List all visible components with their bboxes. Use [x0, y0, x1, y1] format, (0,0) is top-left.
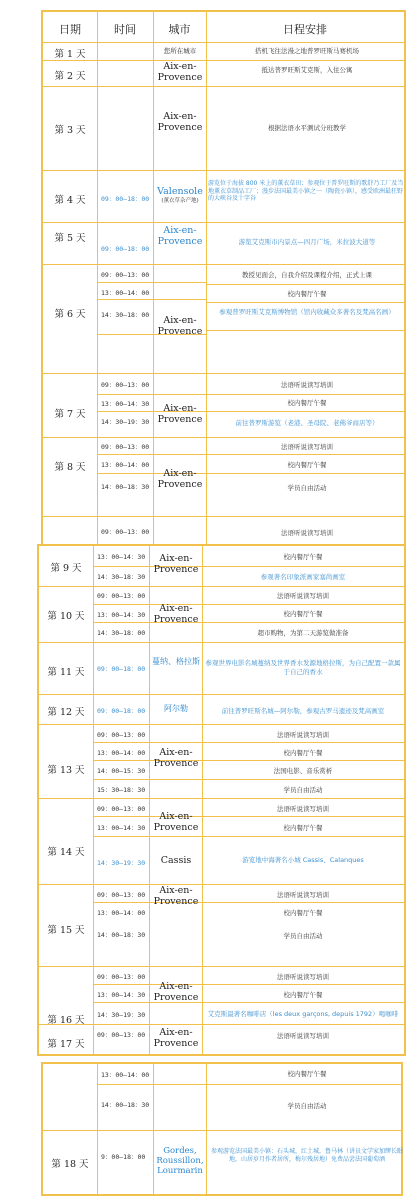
city-cell: Aix-en-Provence	[157, 315, 203, 337]
time-cell: 14：30—19：30	[97, 1011, 146, 1019]
city-cell: 蔓纳、格拉斯	[152, 657, 200, 666]
time-cell: 13：00—14：00	[101, 461, 150, 469]
time-cell: 14：30—18：00	[101, 311, 150, 319]
time-cell: 13：00—14：30	[101, 400, 150, 408]
time-cell: 09：00—13：00	[101, 271, 150, 279]
activity-cell: 搭机飞往法漫之地普罗旺斯马赛机场	[255, 47, 359, 55]
time-cell: 09：00—18：00	[101, 195, 150, 203]
activity-cell: 抵达普罗旺斯艾克斯，入住公寓	[261, 66, 353, 74]
time-cell: 14：30—19：30	[101, 418, 150, 426]
city-cell: Aix-en-Provence	[157, 403, 203, 425]
city-name: Valensole	[157, 186, 203, 197]
time-cell: 13：00—14：30	[97, 824, 146, 832]
activity-cell: 校内餐厅午餐	[287, 1070, 327, 1078]
time-cell: 09：00—18：00	[101, 245, 150, 253]
day-label: 第 9 天	[50, 563, 82, 574]
day-label: 第 17 天	[47, 1039, 85, 1050]
day-label: 第 16 天	[47, 1015, 85, 1026]
activity-cell: 校内餐厅午餐	[287, 290, 327, 298]
activity-cell: 校内餐厅午餐	[283, 610, 323, 618]
activity-cell: 校内餐厅午餐	[283, 824, 323, 832]
time-cell: 09：00—13：00	[101, 528, 150, 536]
activity-cell: 法语听说读写培训	[281, 381, 333, 389]
day-label: 第 12 天	[47, 707, 85, 718]
activity-cell: 游览地中海著名小城 Cassis、Calanques	[242, 856, 364, 864]
time-cell: 13：00—14：30	[97, 553, 146, 561]
activity-cell: 法语听说读写培训	[281, 529, 333, 537]
activity-cell: 法语听说读写培训	[277, 973, 329, 981]
header-date: 日期	[59, 23, 81, 36]
time-cell: 13：00—14：00	[97, 749, 146, 757]
time-cell: 09：00—13：00	[97, 592, 146, 600]
day-label: 第 8 天	[54, 462, 86, 473]
city-cell: Aix-en-Provence	[153, 981, 199, 1003]
day-label: 第 3 天	[54, 125, 86, 136]
city-cell: Aix-en-Provence	[153, 1027, 199, 1049]
activity-cell: 法语听说读写培训	[277, 1032, 329, 1040]
activity-cell: 超市购物，为第二天游览做准备	[257, 629, 349, 637]
city-cell: Cassis	[160, 855, 192, 866]
activity-cell: 学员自由活动	[283, 786, 323, 794]
activity-cell: 校内餐厅午餐	[287, 461, 327, 469]
day-label: 第 11 天	[47, 667, 85, 678]
time-cell: 14：00—15：30	[97, 767, 146, 775]
activity-cell: 法语听说读写培训	[281, 443, 333, 451]
city-cell: Aix-en-Provence	[153, 811, 199, 833]
city-cell: Aix-en-Provence	[153, 553, 199, 575]
schedule-table-part-1	[41, 10, 406, 546]
activity-cell: 教授见面会，自我介绍及课程介绍，正式上课	[242, 271, 372, 279]
time-cell: 13：00—14：30	[97, 611, 146, 619]
activity-cell: 法语听说读写培训	[277, 731, 329, 739]
activity-cell: 法语听说读写培训	[277, 592, 329, 600]
city-cell: Aix-en-Provence	[157, 225, 203, 247]
city-cell: Gordes, Roussillon, Lourmarin	[156, 1146, 204, 1176]
activity-cell: 校内餐厅午餐	[283, 991, 323, 999]
header-schedule: 日程安排	[283, 23, 327, 36]
time-cell: 14：00—18：30	[97, 931, 146, 939]
time-cell: 09：00—13：00	[97, 1031, 146, 1039]
time-cell: 9：00—18：00	[101, 1153, 146, 1161]
day-label: 第 1 天	[54, 49, 86, 60]
time-cell: 09：00—13：00	[97, 805, 146, 813]
day-label: 第 10 天	[47, 611, 85, 622]
time-cell: 14：30—18：30	[97, 573, 146, 581]
time-cell: 14：00—18：30	[101, 483, 150, 491]
time-cell: 09：00—13：00	[97, 973, 146, 981]
day-label: 第 5 天	[54, 233, 86, 244]
day-label: 第 14 天	[47, 847, 85, 858]
header-city: 城市	[168, 23, 191, 36]
city-cell: Aix-en-Provence	[153, 885, 199, 907]
activity-cell: 前往普罗旺斯名城—阿尔勒，参观古罗马遗迹及梵高画室	[221, 707, 385, 715]
schedule-table-part-3	[41, 1062, 403, 1196]
activity-cell: 学员自由活动	[283, 932, 323, 940]
time-cell: 09：00—13：00	[101, 443, 150, 451]
city-cell: Aix-en-Provence	[157, 61, 203, 83]
day-label: 第 13 天	[47, 765, 85, 776]
time-cell: 13：00—14：00	[97, 909, 146, 917]
city-cell: 您所在城市	[163, 47, 197, 55]
activity-cell: 校内餐厅午餐	[287, 399, 327, 407]
activity-cell: 法语听说读写培训	[277, 805, 329, 813]
activity-cell: 校内餐厅午餐	[283, 909, 323, 917]
activity-cell: 游览位于海拔 800 米上的薰衣草田；参观位于普罗旺斯的歌舒乃工厂及当地薰衣草制品工厂；漫步法国最美小镇之一（陶瓷小镇），感受欧洲最狂野的大峡谷及十字谷	[208, 180, 404, 202]
day-label: 第 7 天	[54, 409, 86, 420]
activity-cell: 根据法语水平测试分班教学	[268, 124, 346, 132]
city-note: (薰衣草杂产地)	[161, 197, 199, 204]
time-cell: 14：30—19：30	[97, 859, 146, 867]
time-cell: 15：30—18：30	[97, 786, 146, 794]
day-label: 第 15 天	[47, 925, 85, 936]
time-cell: 13：00—14：00	[101, 289, 150, 297]
activity-cell: 前往普罗斯游览（老港、圣母院、老佛爷商店等）	[235, 419, 379, 427]
activity-cell: 校内餐厅午餐	[283, 749, 323, 757]
activity-cell: 学员自由活动	[287, 1102, 327, 1110]
schedule-table-part-2	[37, 544, 406, 1056]
city-cell: Aix-en-Provence	[157, 111, 203, 133]
header-time: 时间	[114, 23, 136, 36]
activity-cell: 参观普罗旺斯艾克斯博物馆（馆内收藏众多著名及梵高名画）	[219, 308, 395, 316]
city-cell: 阿尔勒	[164, 704, 188, 713]
activity-cell: 参观世界电影名城蔓纳及世界香水发源地格拉斯，为自己配置一款属于自己的香水	[205, 659, 401, 676]
activity-cell: 法语听说读写培训	[277, 891, 329, 899]
activity-cell: 参观著名印象派画家塞尚画室	[260, 573, 346, 581]
activity-cell: 游览艾克斯市内景点—四月广场，米拉波大道等	[238, 238, 376, 246]
time-cell: 09：00—13：00	[101, 381, 150, 389]
time-cell: 14：00—18：30	[101, 1101, 150, 1109]
time-cell: 09：00—18：00	[97, 707, 146, 715]
city-cell: Aix-en-Provence	[153, 603, 199, 625]
city-cell	[155, 187, 205, 205]
day-label: 第 2 天	[54, 71, 86, 82]
activity-cell: 学员自由活动	[287, 484, 327, 492]
time-cell: 13：00—14：30	[97, 991, 146, 999]
day-label: 第 6 天	[54, 309, 86, 320]
day-label: 第 18 天	[51, 1159, 89, 1170]
city-cell: Aix-en-Provence	[157, 468, 203, 490]
time-cell: 09：00—13：00	[97, 891, 146, 899]
activity-cell: 校内餐厅午餐	[283, 553, 323, 561]
activity-cell: 艾克斯最著名咖啡店（les deux garçons, depuis 1792）喝咖啡	[207, 1010, 399, 1018]
time-cell: 14：30—18：00	[97, 629, 146, 637]
time-cell: 09：00—13：00	[97, 731, 146, 739]
time-cell: 09：00—18：00	[97, 665, 146, 673]
city-cell: Aix-en-Provence	[153, 747, 199, 769]
day-label: 第 4 天	[54, 195, 86, 206]
activity-cell: 法国电影、音乐赏析	[273, 767, 333, 775]
time-cell: 13：00—14：00	[101, 1071, 150, 1079]
activity-cell: 参观游览法国最美小镇：石头城，红土城，鲁马林（讲员文学家加缪长眠地，山居岁月作者居所，梅尔残居地）免费品尝法国葡萄酒	[210, 1148, 403, 1163]
